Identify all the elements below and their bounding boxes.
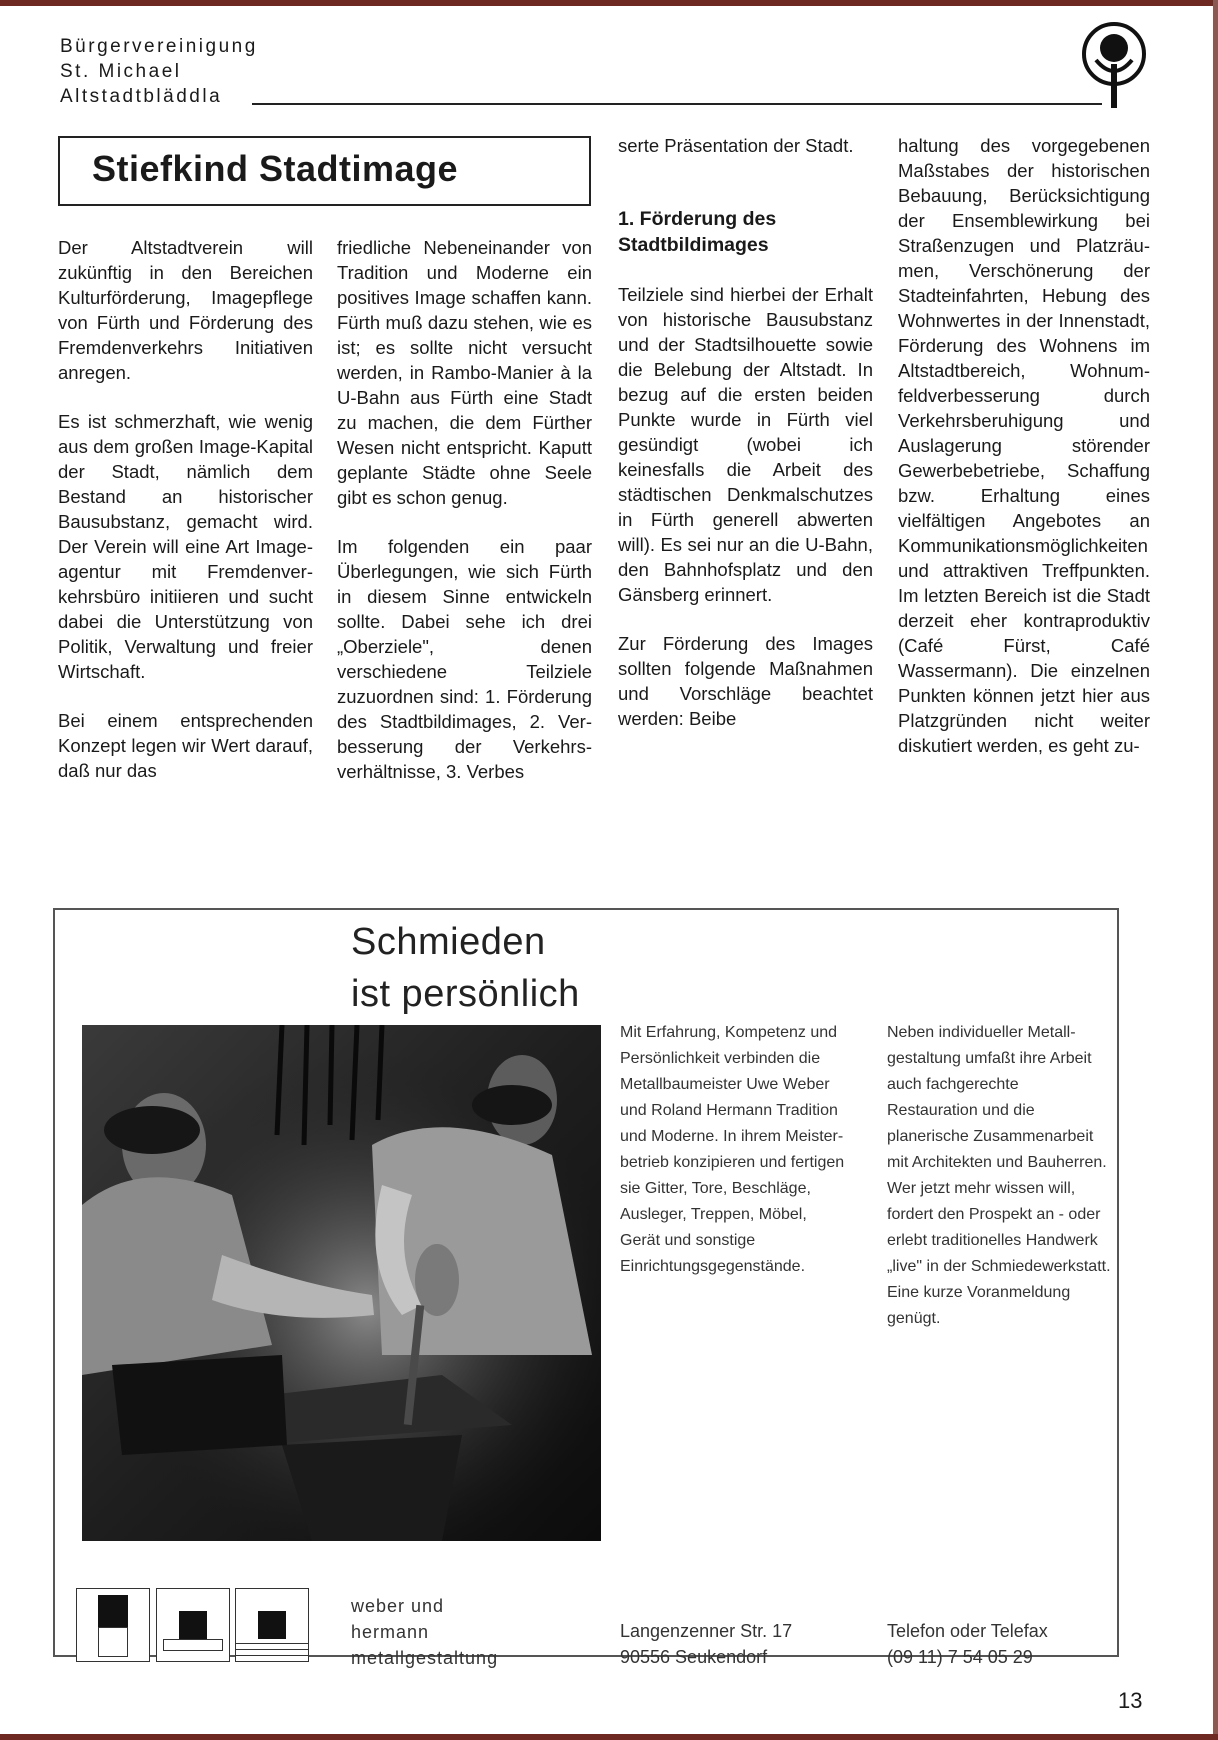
paragraph: Im folgenden ein paar Überlegungen, wie sich Fürth in diesem Sinne entwickeln sollte. Dabei sehe ich drei „Oberziele", denen verschiedene Teilziele zuzuordnen sind: 1. Förderung des Stadtbildimages, 2. Verbesserung der Verkehrsverhältnisse, 3. Verbes bbox=[337, 536, 592, 782]
logo-square-1 bbox=[76, 1588, 150, 1662]
section-heading: 1. Förderung des Stadtbildimages bbox=[618, 208, 777, 256]
company-name-line-1: weber und bbox=[351, 1596, 445, 1616]
masthead-line-1: Bürgervereinigung bbox=[60, 36, 258, 57]
paragraph: friedliche Nebeneinander von Tradition und Moderne ein positives Image schaffen kann. Fürth muß dazu stehen, wie es ist; es sollte nicht versucht werden, in Rambo-Manier à la U-Bahn aus Fürth eine Stadt zu machen, die dem Fürther Wesen nicht entspricht. Kaputt geplante Städte ohne Seele gibt es schon genug. bbox=[337, 237, 592, 508]
ad-headline-line-2: ist persönlich bbox=[351, 973, 580, 1015]
blacksmiths-photo bbox=[82, 1025, 601, 1541]
ad-text-column-2: Neben individueller Metallgestaltung umfaßt ihre Arbeit auch fachgerechte Restauration und die planerische Zusammenarbeit mit Architekten und Bauherren. Wer jetzt mehr wissen will, fordert den Prospekt an - oder erlebt traditionelles Handwerk „live" in der Schmiedewerkstatt. Eine kurze Voranmeldung genügt. bbox=[887, 1024, 1111, 1327]
page-number: 13 bbox=[1118, 1688, 1143, 1713]
logo-square-3 bbox=[235, 1588, 309, 1662]
company-name-line-3: metallgestaltung bbox=[351, 1648, 499, 1668]
paragraph: Zur Förderung des Images sollten folgende Maßnahmen und Vorschläge beachtet werden: Beibe bbox=[618, 633, 873, 729]
page-frame-right bbox=[1213, 0, 1218, 1740]
company-phone bbox=[887, 1618, 1048, 1670]
paragraph: Bei einem entsprechenden Konzept legen wir Wert darauf, daß nur das bbox=[58, 710, 313, 781]
masthead bbox=[60, 34, 258, 109]
page-frame-top bbox=[0, 0, 1218, 6]
logo-square-2 bbox=[156, 1588, 230, 1662]
phone-number: (09 11) 7 54 05 29 bbox=[887, 1647, 1033, 1667]
masthead-line-3: Altstadtbläddla bbox=[60, 86, 223, 107]
ad-headline-line-1: Schmieden bbox=[351, 921, 546, 963]
article-column-1 bbox=[58, 235, 313, 807]
company-address bbox=[620, 1618, 792, 1670]
article-title-box bbox=[58, 136, 591, 206]
article-column-4 bbox=[898, 133, 1150, 782]
address-street: Langenzenner Str. 17 bbox=[620, 1621, 793, 1641]
advertisement bbox=[53, 908, 1119, 1668]
paragraph: Es ist schmerzhaft, wie wenig aus dem großen Image-Kapital der Stadt, nämlich dem Bestand an historischer Bausubstanz, gemacht wird. Der Verein will eine Art Imageagentur mit Fremdenverkehrsbüro initiieren und sucht dabei die Unterstützung von Politik, Verwaltung und freier Wirtschaft. bbox=[58, 411, 313, 682]
ad-text-column-1: Mit Erfahrung, Kompetenz und Persönlichkeit verbinden die Metallbaumeister Uwe Weber und Roland Hermann Tradition und Moderne. In ihrem Meisterbetrieb konzipieren und fertigen sie Gitter, Tore, Beschläge, Ausleger, Treppen, Möbel, Gerät und sonstige Einrichtungsgegenstände. bbox=[620, 1024, 845, 1275]
association-logo-icon bbox=[1078, 20, 1150, 110]
article-column-3 bbox=[618, 133, 873, 755]
paragraph: Der Altstadtverein will zukünftig in den Bereichen Kulturförderung, Imagepflege von Fürth und Förderung des Fremdenverkehrs Initiativen anregen. bbox=[58, 237, 313, 383]
paragraph: Teilziele sind hierbei der Erhalt von historische Bausubstanz und der Stadtsilhouette sowie die Belebung der Altstadt. In bezug auf die ersten beiden Punkte wurde in Fürth viel gesündigt (wobei ich keinesfalls die Arbeit des städtischen Denkmalschutzes in Fürth generell abwerten will). Es sei nur an die U-Bahn, den Bahnhofsplatz und den Gänsberg erinnert. bbox=[618, 284, 873, 605]
company-name-line-2: hermann bbox=[351, 1622, 430, 1642]
article-title: Stiefkind Stadtimage bbox=[92, 148, 459, 189]
paragraph: haltung des vorgegebenen Maßstabes der historischen Bebauung, Berücksichtigung der Ensemblewirkung bei Straßenzugen und Platzräumen, Verschönerung der Stadteinfahrten, Hebung des Wohnwertes in der Innenstadt, Förderung des Wohnens im Altstadtbereich, Wohnumfeldverbesserung durch Verkehrsberuhigung und Auslagerung störender Gewerbebetriebe, Schaffung bzw. Erhaltung eines vielfältigen Angebotes an Kommunikationsmöglichkeiten und attraktiven Treffpunkten. Im letzten Bereich ist die Stadt derzeit eher kontraproduktiv (Café Fürst, Café Wassermann). Die einzelnen Punkten können jetzt hier aus Platzgründen nicht weiter diskutiert werden, es geht zu- bbox=[898, 135, 1150, 756]
page-frame-bottom bbox=[0, 1734, 1218, 1740]
article-column-2 bbox=[337, 235, 592, 808]
masthead-rule bbox=[252, 103, 1102, 105]
address-city: 90556 Seukendorf bbox=[620, 1647, 768, 1667]
ad-headline bbox=[351, 916, 580, 1020]
paragraph: serte Präsentation der Stadt. bbox=[618, 135, 854, 156]
company-name bbox=[351, 1593, 498, 1671]
phone-label: Telefon oder Telefax bbox=[887, 1621, 1048, 1641]
masthead-line-2: St. Michael bbox=[60, 61, 182, 82]
